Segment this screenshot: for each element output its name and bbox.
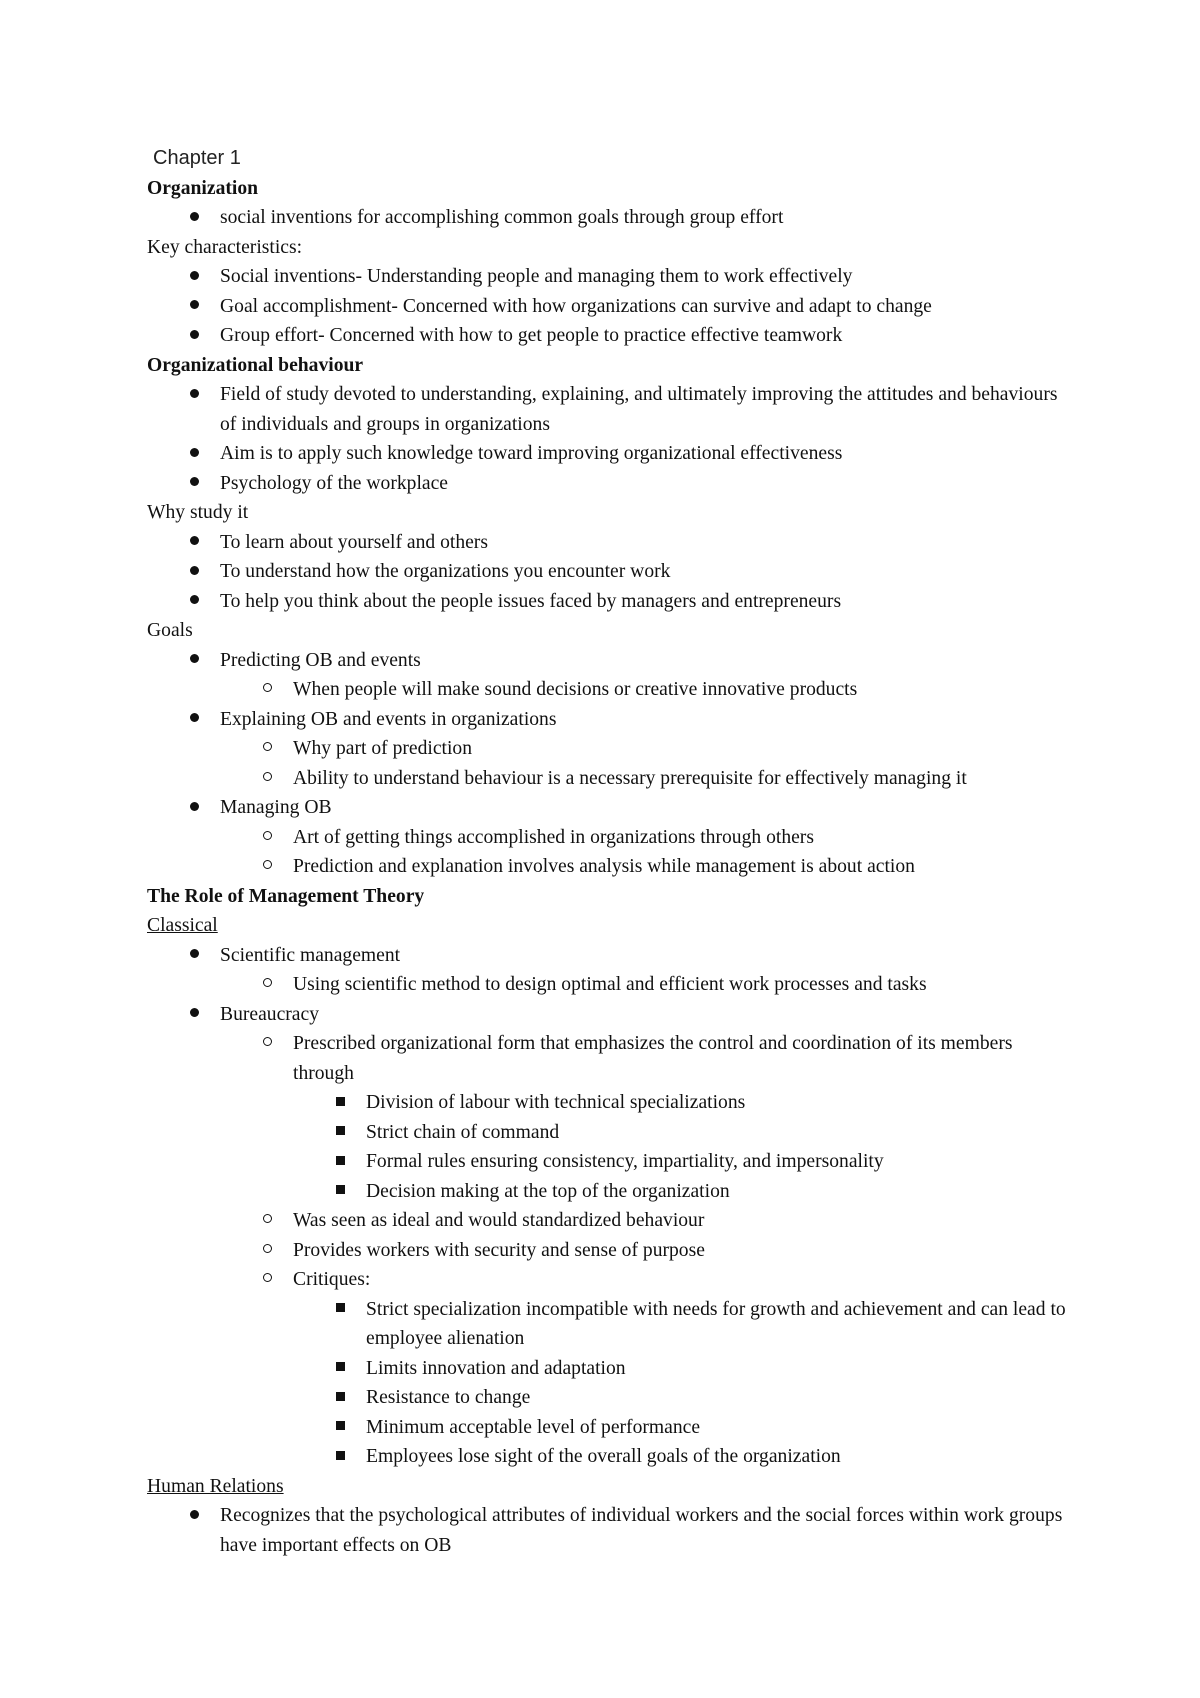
key-characteristics-label: Key characteristics:	[147, 236, 303, 258]
heading-management-theory: The Role of Management Theory	[147, 885, 425, 907]
document-page	[147, 144, 1077, 1560]
bullet-circle-icon	[257, 1265, 277, 1295]
list-item: Group effort- Concerned with how to get people to practice effective teamwork	[147, 321, 1077, 351]
goals-label: Goals	[147, 620, 193, 641]
heading-organization: Organization	[147, 177, 259, 199]
bullet-square-icon	[330, 1413, 350, 1443]
bullet-square-icon	[330, 1354, 350, 1384]
bullet-disc-icon	[184, 1501, 204, 1531]
list-item: Prediction and explanation involves analysis while management is about action	[147, 852, 1077, 882]
bullet-circle-icon	[257, 1236, 277, 1266]
bullet-disc-icon	[184, 557, 204, 587]
list-item: Provides workers with security and sense of purpose	[147, 1236, 1077, 1266]
bullet-circle-icon	[257, 852, 277, 882]
bullet-circle-icon	[257, 764, 277, 794]
bullet-circle-icon	[257, 734, 277, 764]
subheading-human-relations: Human Relations	[147, 1475, 284, 1497]
bullet-circle-icon	[257, 1029, 277, 1059]
list-item: Employees lose sight of the overall goals of the organization	[147, 1442, 1077, 1472]
list-item: Goal accomplishment- Concerned with how organizations can survive and adapt to change	[147, 292, 1077, 322]
list-item: Strict chain of command	[147, 1118, 1077, 1148]
why-study-label: Why study it	[147, 502, 249, 523]
bullet-square-icon	[330, 1295, 350, 1325]
bullet-disc-icon	[184, 587, 204, 617]
bullet-disc-icon	[184, 941, 204, 971]
list-item: To learn about yourself and others	[147, 528, 1077, 558]
bullet-disc-icon	[184, 439, 204, 469]
bullet-circle-icon	[257, 675, 277, 705]
bullet-circle-icon	[257, 1206, 277, 1236]
list-item: Division of labour with technical specializations	[147, 1088, 1077, 1118]
list-item: Managing OB	[147, 793, 1077, 823]
list-item: Social inventions- Understanding people and managing them to work effectively	[147, 262, 1077, 292]
bullet-disc-icon	[184, 321, 204, 351]
list-item: Art of getting things accomplished in organizations through others	[147, 823, 1077, 853]
list-item: Prescribed organizational form that emphasizes the control and coordination of its members through	[147, 1029, 1077, 1088]
bullet-square-icon	[330, 1177, 350, 1207]
bullet-circle-icon	[257, 823, 277, 853]
list-item: Formal rules ensuring consistency, impartiality, and impersonality	[147, 1147, 1077, 1177]
list-item: Predicting OB and events	[147, 646, 1077, 676]
bullet-disc-icon	[184, 262, 204, 292]
list-item: Critiques:	[147, 1265, 1077, 1295]
list-item: social inventions for accomplishing common goals through group effort	[147, 203, 1077, 233]
list-item: Strict specialization incompatible with needs for growth and achievement and can lead to employee alienation	[147, 1295, 1077, 1354]
list-item: Field of study devoted to understanding, explaining, and ultimately improving the attitudes and behaviours of individuals and groups in organizations	[147, 380, 1077, 439]
list-item: Explaining OB and events in organizations	[147, 705, 1077, 735]
bullet-square-icon	[330, 1088, 350, 1118]
list-item: Recognizes that the psychological attributes of individual workers and the social forces within work groups have important effects on OB	[147, 1501, 1077, 1560]
bullet-disc-icon	[184, 528, 204, 558]
list-item: To understand how the organizations you encounter work	[147, 557, 1077, 587]
bullet-disc-icon	[184, 646, 204, 676]
heading-organizational-behaviour: Organizational behaviour	[147, 354, 364, 376]
bullet-disc-icon	[184, 292, 204, 322]
list-item: When people will make sound decisions or creative innovative products	[147, 675, 1077, 705]
bullet-disc-icon	[184, 1000, 204, 1030]
list-item: Was seen as ideal and would standardized behaviour	[147, 1206, 1077, 1236]
bullet-square-icon	[330, 1147, 350, 1177]
list-item: Bureaucracy	[147, 1000, 1077, 1030]
bullet-disc-icon	[184, 203, 204, 233]
bullet-square-icon	[330, 1118, 350, 1148]
list-item: Decision making at the top of the organization	[147, 1177, 1077, 1207]
bullet-square-icon	[330, 1442, 350, 1472]
chapter-title: Chapter 1	[153, 147, 241, 169]
bullet-disc-icon	[184, 380, 204, 410]
bullet-disc-icon	[184, 705, 204, 735]
subheading-classical: Classical	[147, 915, 218, 936]
bullet-circle-icon	[257, 970, 277, 1000]
list-item: Minimum acceptable level of performance	[147, 1413, 1077, 1443]
bullet-square-icon	[330, 1383, 350, 1413]
bullet-disc-icon	[184, 469, 204, 499]
list-item: Psychology of the workplace	[147, 469, 1077, 499]
list-item: Using scientific method to design optimal and efficient work processes and tasks	[147, 970, 1077, 1000]
list-item: Ability to understand behaviour is a necessary prerequisite for effectively managing it	[147, 764, 1077, 794]
list-item: Why part of prediction	[147, 734, 1077, 764]
list-item: Aim is to apply such knowledge toward improving organizational effectiveness	[147, 439, 1077, 469]
bullet-disc-icon	[184, 793, 204, 823]
list-item: To help you think about the people issues faced by managers and entrepreneurs	[147, 587, 1077, 617]
list-item: Resistance to change	[147, 1383, 1077, 1413]
list-item: Scientific management	[147, 941, 1077, 971]
list-item: Limits innovation and adaptation	[147, 1354, 1077, 1384]
